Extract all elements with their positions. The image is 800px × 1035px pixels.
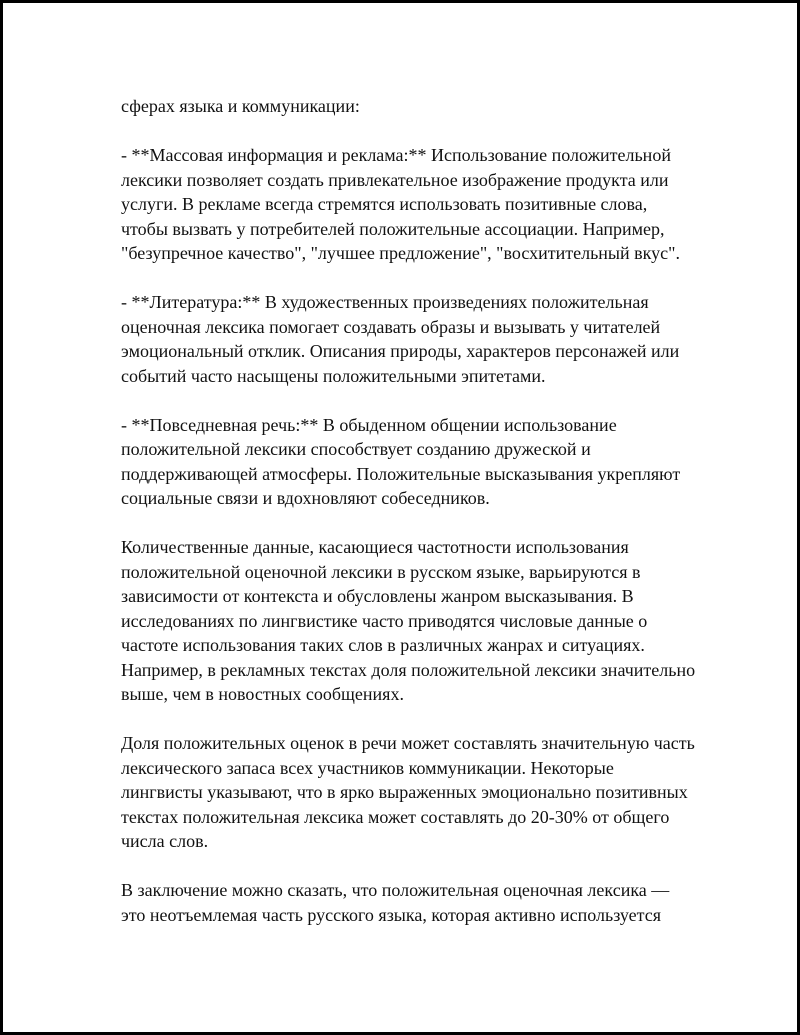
paragraph-quantitative-data: Количественные данные, касающиеся частотности использования положительной оценочной лексики в русском языке, варьируются в зависимости от контекста и обусловлены жанром высказывания. В исследованиях по лингвистике часто приводятся числовые данные о частоте использования таких слов в различных жанрах и ситуациях. Например, в рекламных текстах доля положительной лексики значительно выше, чем в новостных сообщениях.: [121, 537, 696, 704]
paragraph-literature: - **Литература:** В художественных произведениях положительная оценочная лексика помогает создавать образы и вызывать у читателей эмоциональный отклик. Описания природы, характеров персонажей или событий часто насыщены положительными эпитетами.: [121, 292, 680, 386]
paragraph-continuation: сферах языка и коммуникации:: [121, 96, 360, 116]
paragraph-positive-share: Доля положительных оценок в речи может составлять значительную часть лексического запаса всех участников коммуникации. Некоторые лингвисты указывают, что в ярко выраженных эмоционально позитивных текстах положительная лексика может составлять до 20-30% от общего числа слов.: [121, 733, 695, 851]
document-body: [121, 94, 696, 927]
paragraph-conclusion: В заключение можно сказать, что положительная оценочная лексика — это неотъемлемая часть русского языка, которая активно используется: [121, 880, 670, 925]
paragraph-everyday-speech: - **Повседневная речь:** В обыденном общении использование положительной лексики способствует созданию дружеской и поддерживающей атмосферы. Положительные высказывания укрепляют социальные связи и вдохновляют собеседников.: [121, 414, 681, 508]
paragraph-mass-media: - **Массовая информация и реклама:** Использование положительной лексики позволяет создать привлекательное изображение продукта или услуги. В рекламе всегда стремятся использовать позитивные слова, чтобы вызвать у потребителей положительные ассоциации. Например, "безупречное качество", "лучшее предложение", "восхитительный вкус".: [121, 145, 680, 263]
